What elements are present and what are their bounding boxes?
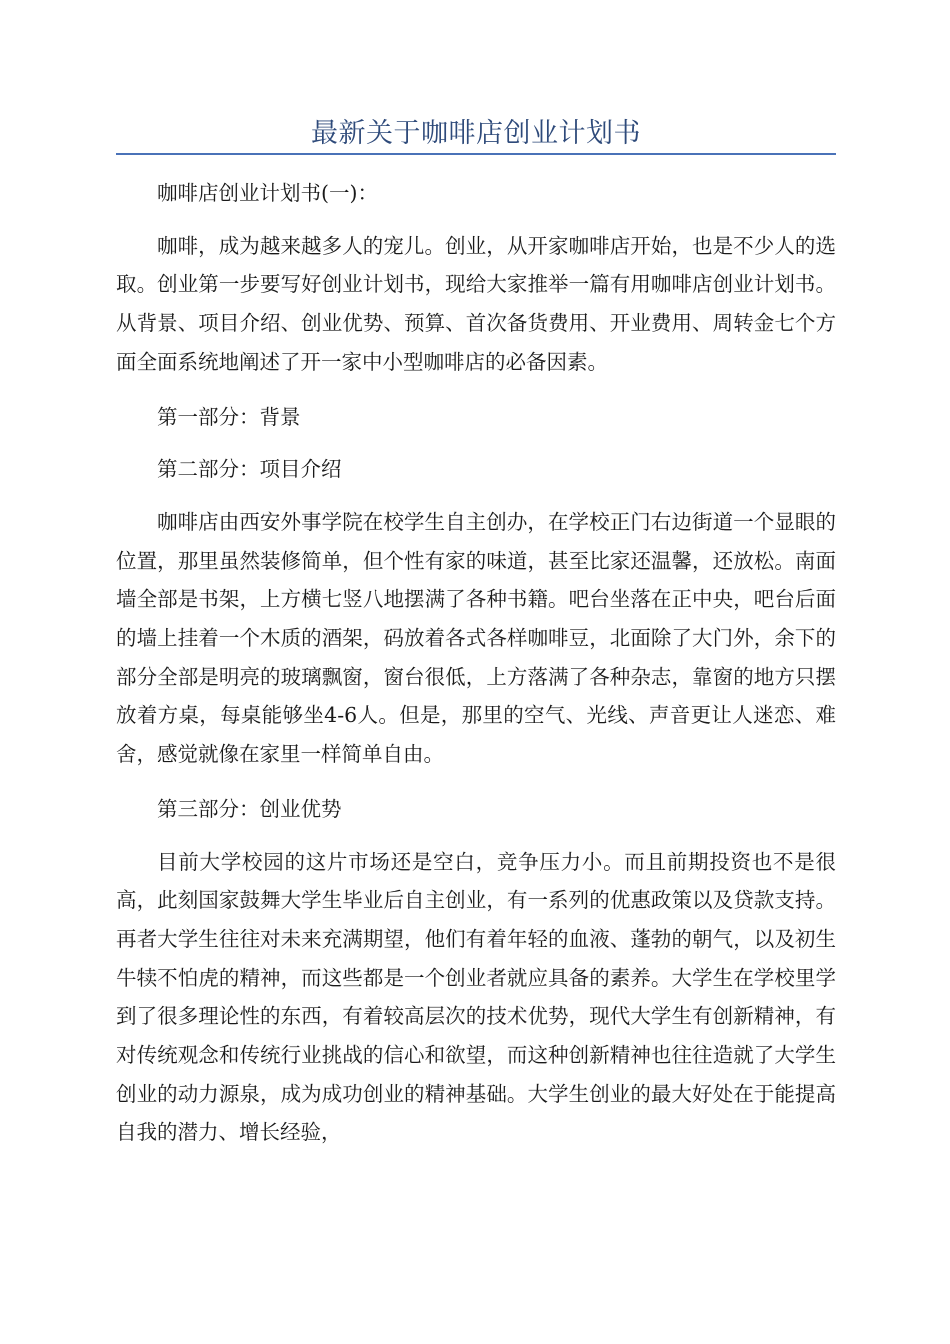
section-heading-background: 第一部分：背景 [157, 404, 301, 429]
section-heading-project: 第二部分：项目介绍 [157, 457, 342, 482]
project-paragraph: 咖啡店由西安外事学院在校学生自主创办，在学校正门右边街道一个显眼的位置，那里虽然装修简单，但个性有家的味道，甚至比家还温馨，还放松。南面墙全部是书架，上方横七竖八地摆满了各种书籍。吧台坐落在正中央，吧台后面的墙上挂着一个木质的酒架，码放着各式各样咖啡豆，北面除了大门外，余下的部分全部是明亮的玻璃飘窗，窗台很低，上方落满了各种杂志，靠窗的地方只摆放着方桌，每桌能够坐4-6人。但是，那里的空气、光线、声音更让人迷恋、难舍，感觉就像在家里一样简单自由。 [116, 509, 836, 767]
title-underline [116, 153, 836, 155]
section-intro-heading: 咖啡店创业计划书(一)： [157, 181, 378, 205]
advantages-paragraph: 目前大学校园的这片市场还是空白，竞争压力小。而且前期投资也不是很高，此刻国家鼓舞大学生毕业后自主创业，有一系列的优惠政策以及贷款支持。再者大学生往往对未来充满期望，他们有着年轻的血液、蓬勃的朝气，以及初生牛犊不怕虎的精神，而这些都是一个创业者就应具备的素养。大学生在学校里学到了很多理论性的东西，有着较高层次的技术优势，现代大学生有创新精神，有对传统观念和传统行业挑战的信心和欲望，而这种创新精神也往往造就了大学生创业的动力源泉，成为成功创业的精神基础。大学生创业的最大好处在于能提高自我的潜力、增长经验， [116, 849, 836, 1145]
document-title: 最新关于咖啡店创业计划书 [311, 118, 641, 149]
intro-paragraph: 咖啡，成为越来越多人的宠儿。创业，从开家咖啡店开始，也是不少人的选取。创业第一步要写好创业计划书，现给大家推举一篇有用咖啡店创业计划书。从背景、项目介绍、创业优势、预算、首次备货费用、开业费用、周转金七个方面全面系统地阐述了开一家中小型咖啡店的必备因素。 [116, 233, 836, 374]
section-heading-advantages: 第三部分：创业优势 [157, 796, 342, 821]
document-body [116, 174, 836, 1168]
